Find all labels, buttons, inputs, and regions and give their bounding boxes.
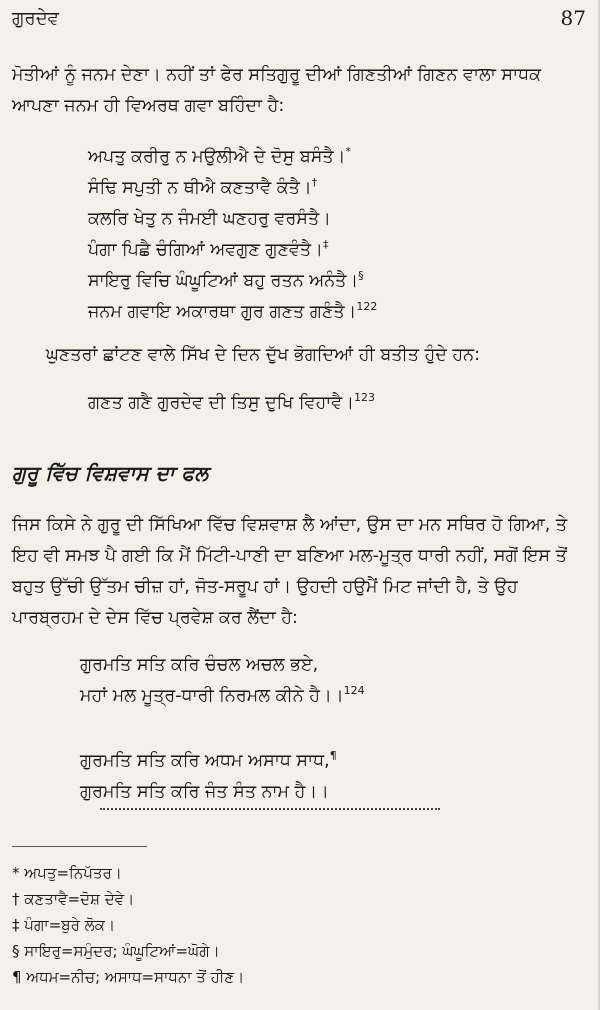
paragraph-3: ਜਿਸ ਕਿਸੇ ਨੇ ਗੁਰੂ ਦੀ ਸਿੱਖਿਆ ਵਿੱਚ ਵਿਸ਼ਵਾਸ਼ ਲੈ ਆਂਦਾ, ਉਸ ਦਾ ਮਨ ਸਥਿਰ ਹੋ ਗਿਆ, ਤੇ ਇਹ ਵੀ ਸਮਝ ਪੈ ਗਈ ਕਿ ਮੈਂ ਮਿੱਟੀ-ਪਾਣੀ ਦਾ ਬਣਿਆ ਮਲ-ਮੂਤ੍ਰ ਧਾਰੀ ਨਹੀਂ, ਸਗੋਂ ਇਸ ਤੋਂ ਬਹੁਤ ਉੱਚੀ ਉੱਤਮ ਚੀਜ਼ ਹਾਂ, ਜੋਤ-ਸਰੂਪ ਹਾਂ। ਉਹਦੀ ਹਉਮੈਂ ਮਿਟ ਜਾਂਦੀ ਹੈ, ਤੇ ਉਹ ਪਾਰਬ੍ਰਹਮ ਦੇ ਦੇਸ ਵਿੱਚ ਪ੍ਰਵੇਸ਼ ਕਰ ਲੈਂਦਾ ਹੈ:: [12, 515, 568, 628]
verse-line: ਗੁਰਮਤਿ ਸਤਿ ਕਰਿ ਜੰਤ ਸੰਤ ਨਾਮ ਹੈ।।: [80, 782, 329, 802]
footnotes: [12, 860, 244, 990]
verse-line: ਸੰਢਿ ਸਪੁਤੀ ਨ ਥੀਐ ਕਣਤਾਵੈ ਕੰਤੈ।†: [88, 176, 318, 198]
verse-line: ਕਲਰਿ ਖੇਤੁ ਨ ਜੰਮਈ ਘਣਹਰੁ ਵਰਸੰਤੈ।: [88, 209, 331, 229]
section-heading: ਗੁਰੂ ਵਿੱਚ ਵਿਸ਼ਵਾਸ ਦਾ ਫਲ: [12, 461, 208, 485]
verse-line: ਗੁਰਮਤਿ ਸਤਿ ਕਰਿ ਅਧਮ ਅਸਾਧ ਸਾਧ,¶: [80, 749, 337, 771]
verse-line: ਗਣਤ ਗਣੈ ਗੁਰਦੇਵ ਦੀ ਤਿਸੁ ਦੁਖਿ ਵਿਹਾਵੈ।$^{123}$: [88, 391, 376, 413]
footnote-mark: ‡: [322, 238, 329, 252]
paragraph-1: ਮੋਤੀਆਂ ਨੂੰ ਜਨਮ ਦੇਣਾ। ਨਹੀਂ ਤਾਂ ਫੇਰ ਸਤਿਗੁਰੂ ਦੀਆਂ ਗਿਣਤੀਆਂ ਗਿਣਨ ਵਾਲਾ ਸਾਧਕ ਆਪਣਾ ਜਨਮ ਹੀ ਵਿਅਰਥ ਗਵਾ ਬਹਿੰਦਾ ਹੈ:: [12, 65, 542, 116]
footnote: * ਅਪਤੁ=ਨਿਪੱਤਰ।: [12, 864, 122, 882]
footnote-mark: 123: [354, 391, 376, 405]
running-title: ਗੁਰਦੇਵ: [12, 8, 59, 29]
footnote-rule: [12, 846, 147, 847]
footnote-mark: †: [311, 176, 318, 190]
footnote-mark: *: [345, 145, 351, 159]
verse-line: ਜਨਮ ਗਵਾਇ ਅਕਾਰਥਾ ਗੁਰ ਗਣਤ ਗਣੰਤੈ।$^{122}$: [88, 300, 378, 322]
page-number: 87: [560, 6, 586, 30]
verse-block-1: [88, 142, 377, 328]
verse-line: ਮਹਾਂ ਮਲ ਮੂਤ੍ਰ-ਧਾਰੀ ਨਿਰਮਲ ਕੀਨੇ ਹੈ।।$^{124}$: [80, 684, 365, 706]
verse-block-4: [80, 746, 337, 808]
footnote-mark: ¶: [329, 749, 337, 763]
paragraph-2: ਘੁਣਤਰਾਂ ਛਾਂਟਣ ਵਾਲੇ ਸਿੱਖ ਦੇ ਦਿਨ ਦੁੱਖ ਭੋਗਦਿਆਂ ਹੀ ਬਤੀਤ ਹੁੰਦੇ ਹਨ:: [46, 345, 480, 365]
footnote-mark: 122: [356, 300, 378, 314]
footnote: ‡ ਪੰਗਾ=ਬੁਰੇ ਲੋਕ।: [12, 916, 116, 934]
verse-block-3: [80, 650, 365, 712]
footnote-mark: 124: [343, 684, 365, 698]
footnote: ¶ ਅਧਮ=ਨੀਚ; ਅਸਾਧ=ਸਾਧਨਾ ਤੋਂ ਹੀਣ।: [12, 968, 245, 986]
footnote: § ਸਾਇਰੁ=ਸਮੁੰਦਰ; ਘੰਘੂਟਿਆਂ=ਘੋਗੇ।: [12, 942, 220, 960]
verse-line: ਪੰਗਾ ਪਿਛੈ ਚੰਗਿਆਂ ਅਵਗੁਣ ਗੁਣਵੰਤੈ।‡: [88, 238, 329, 260]
verse-block-2: [88, 388, 375, 419]
verse-line: ਅਪਤੁ ਕਰੀਰੁ ਨ ਮਉਲੀਐ ਦੇ ਦੋਸੁ ਬਸੰਤੈ।*: [88, 145, 351, 167]
dotted-separator: [100, 808, 440, 810]
footnote: † ਕਣਤਾਵੈ=ਦੋਸ਼ ਦੇਵੇ।: [12, 890, 135, 908]
footnote-mark: §: [358, 269, 364, 283]
verse-line: ਗੁਰਮਤਿ ਸਤਿ ਕਰਿ ਚੰਚਲ ਅਚਲ ਭਏ,: [80, 655, 319, 675]
verse-line: ਸਾਇਰੁ ਵਿਚਿ ਘੰਘੂਟਿਆਂ ਬਹੁ ਰਤਨ ਅਨੰਤੈ।§: [88, 269, 364, 291]
